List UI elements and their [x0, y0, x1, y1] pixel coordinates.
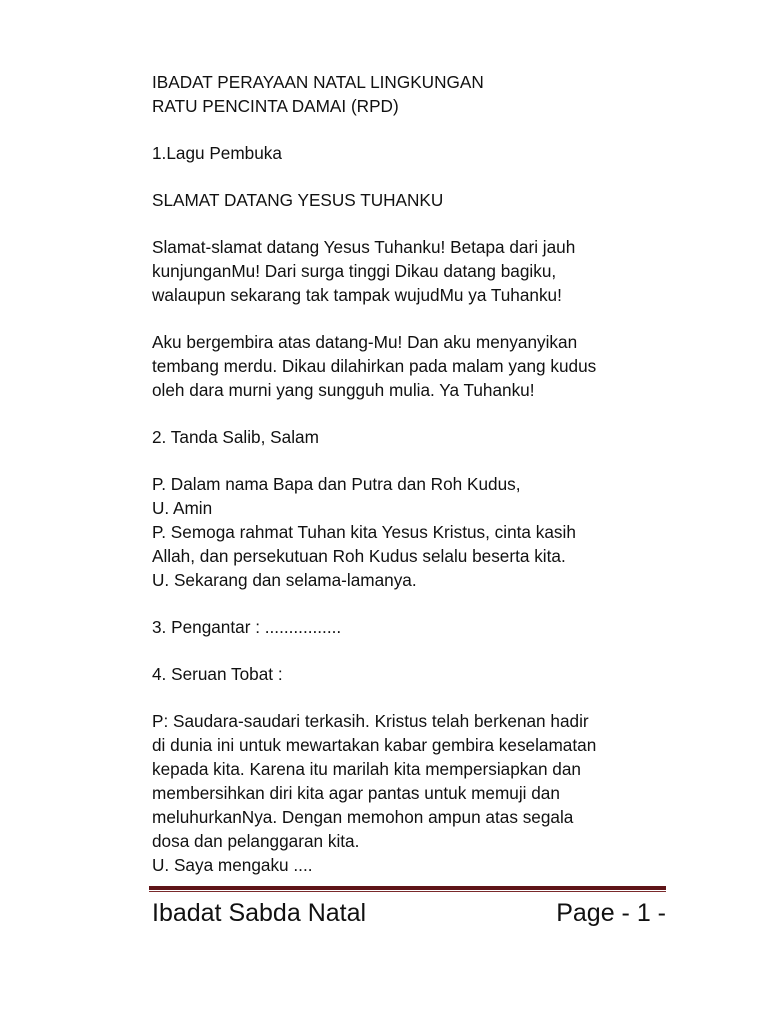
verse-1-line: kunjunganMu! Dari surga tinggi Dikau datang bagiku,	[152, 261, 557, 281]
verse-2-line: Aku bergembira atas datang-Mu! Dan aku menyanyikan	[152, 332, 578, 352]
song-title: SLAMAT DATANG YESUS TUHANKU	[152, 190, 444, 210]
section-heading-pengantar: 3. Pengantar : ................	[152, 617, 342, 637]
dialogue-line: Allah, dan persekutuan Roh Kudus selalu beserta kita.	[152, 546, 566, 566]
penitential-line: membersihkan diri kita agar pantas untuk memuji dan	[152, 783, 560, 803]
page-footer	[152, 895, 666, 935]
dialogue-line: P. Semoga rahmat Tuhan kita Yesus Kristus, cinta kasih	[152, 522, 576, 542]
footer-divider	[149, 886, 666, 893]
penitential-line: kepada kita. Karena itu marilah kita mempersiapkan dan	[152, 759, 581, 779]
dialogue-line: U. Sekarang dan selama-lamanya.	[152, 570, 417, 590]
dialogue-line: U. Amin	[152, 498, 213, 518]
penitential-line: di dunia ini untuk mewartakan kabar gembira keselamatan	[152, 735, 597, 755]
song-verse-1	[152, 235, 672, 307]
penitential-line: P: Saudara-saudari terkasih. Kristus telah berkenan hadir	[152, 711, 589, 731]
document-body	[152, 70, 672, 877]
verse-1-line: walaupun sekarang tak tampak wujudMu ya Tuhanku!	[152, 285, 562, 305]
song-verse-2	[152, 330, 672, 402]
penitential-line: meluhurkanNya. Dengan memohon ampun atas segala	[152, 807, 574, 827]
title-line-1: IBADAT PERAYAAN NATAL LINGKUNGAN	[152, 72, 484, 92]
title-line-2: RATU PENCINTA DAMAI (RPD)	[152, 96, 399, 116]
verse-2-line: oleh dara murni yang sungguh mulia. Ya Tuhanku!	[152, 380, 535, 400]
footer-title: Ibadat Sabda Natal	[152, 899, 367, 927]
verse-1-line: Slamat-slamat datang Yesus Tuhanku! Betapa dari jauh	[152, 237, 576, 257]
verse-2-line: tembang merdu. Dikau dilahirkan pada malam yang kudus	[152, 356, 597, 376]
penitential-line: U. Saya mengaku ....	[152, 855, 313, 875]
section-heading-tanda-salib: 2. Tanda Salib, Salam	[152, 427, 319, 447]
dialogue-line: P. Dalam nama Bapa dan Putra dan Roh Kudus,	[152, 474, 521, 494]
page-number: Page - 1 -	[556, 899, 666, 927]
penitential-text	[152, 709, 672, 877]
greeting-dialogue	[152, 472, 672, 592]
document-title	[152, 70, 672, 118]
section-heading-lagu-pembuka: 1.Lagu Pembuka	[152, 143, 282, 163]
section-heading-seruan-tobat: 4. Seruan Tobat :	[152, 664, 283, 684]
penitential-line: dosa dan pelanggaran kita.	[152, 831, 360, 851]
